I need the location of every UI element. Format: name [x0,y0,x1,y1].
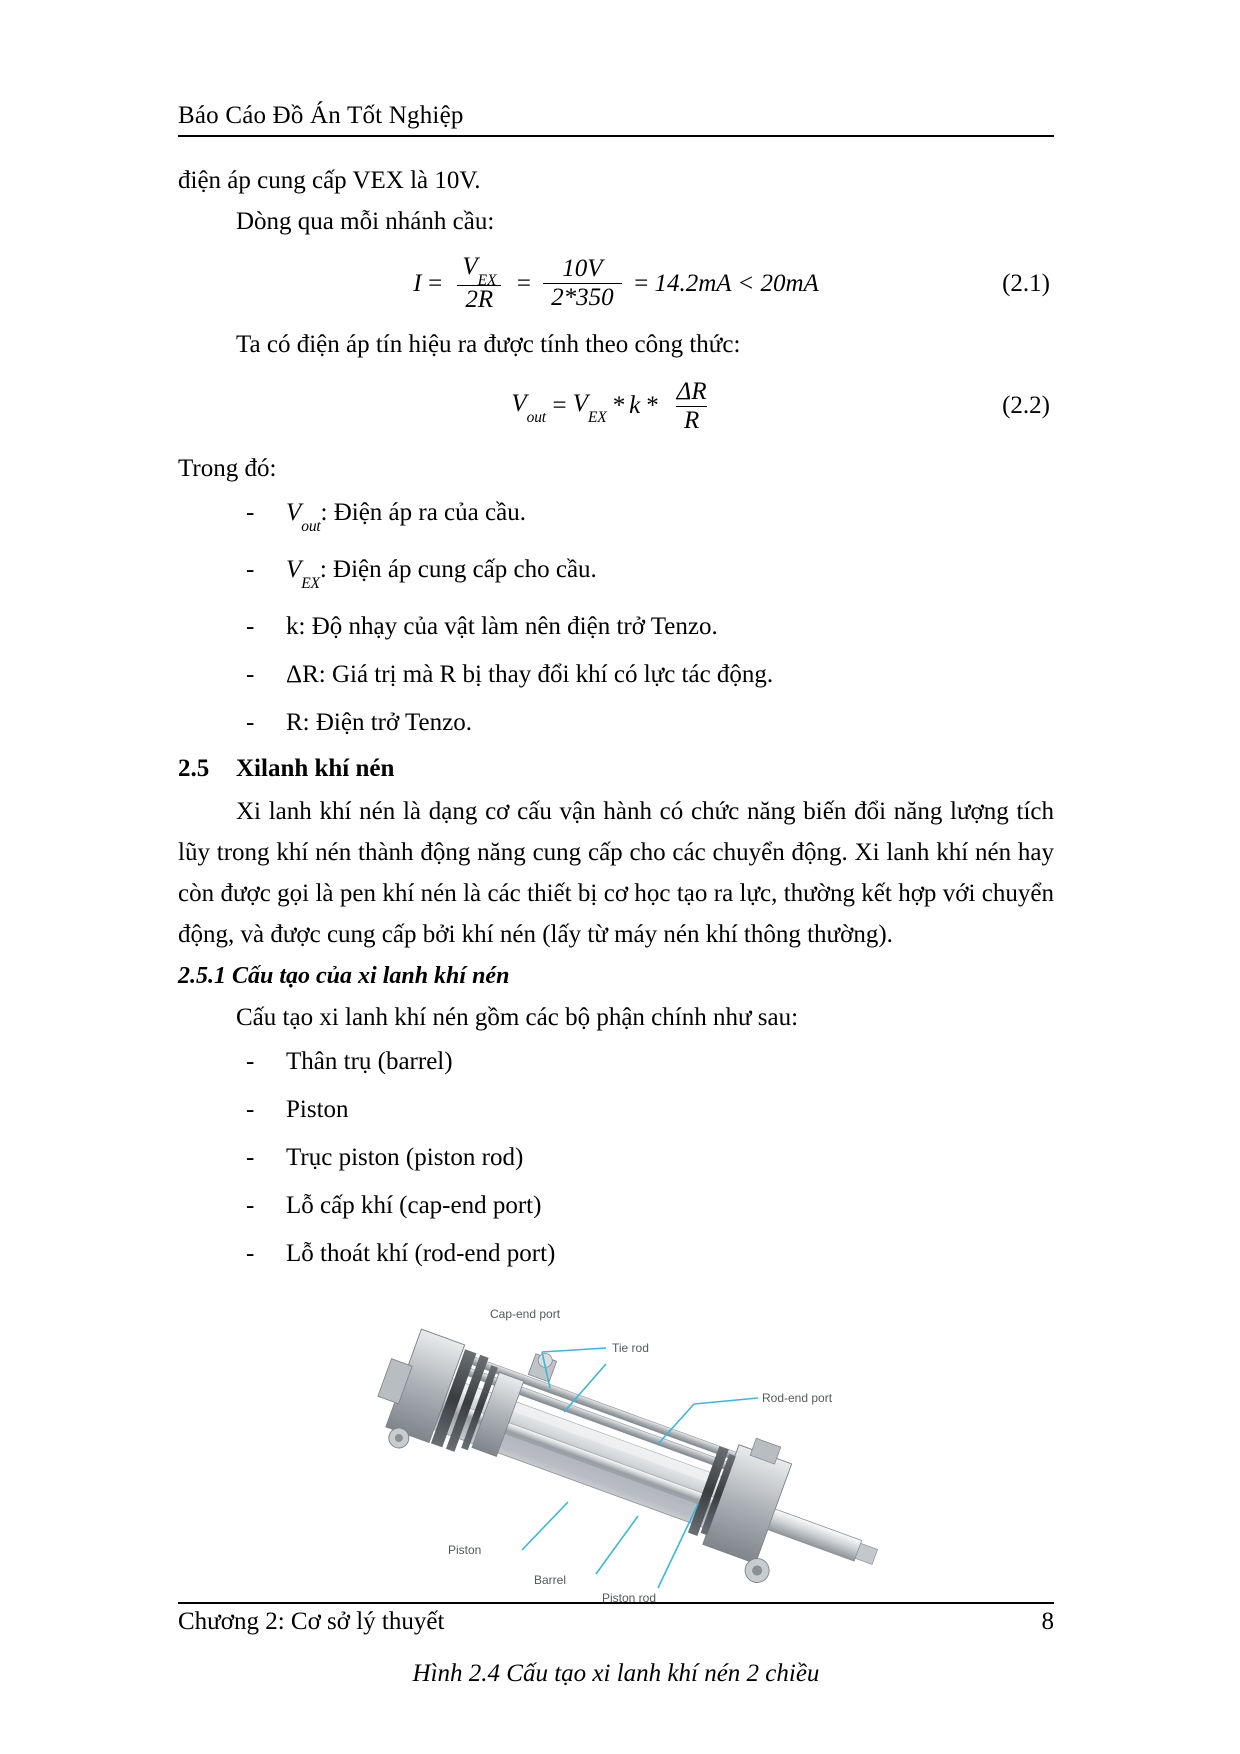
eq1-fraction-2 [543,256,622,312]
running-header [178,100,1054,137]
footer-divider [178,1602,1054,1604]
eq2-t1-symbol: V [572,390,589,418]
list-dash: - [246,661,255,689]
equation-2-1-expression [413,254,819,314]
page-content [178,0,1054,1754]
eq1-result: 14.2mA < 20mA [654,269,819,297]
list-dash: - [246,1048,255,1076]
list-dash: - [246,613,255,641]
eq1-f1-num-symbol: V [462,253,478,280]
list-item [178,1038,1054,1086]
list-dash: - [246,1096,255,1124]
label-tie-rod: Tie rod [612,1341,649,1356]
list-item [178,1134,1054,1182]
eq1-fraction-2-numerator: 10V [562,255,603,282]
equation-2-1-number: (2.1) [1002,269,1050,297]
heading-section-2-5-1: 2.5.1 Cấu tạo của xi lanh khí nén [178,963,510,990]
list-item [178,651,1054,699]
eq2-lhs [511,390,546,427]
heading-number: 2.5 [178,755,210,783]
eq1-equals-3: = [632,269,650,297]
list-dash: - [246,1240,255,1268]
running-header-title: Báo Cáo Đồ Án Tốt Nghiệp [178,102,464,129]
part-label: Trục piston (piston rod) [286,1144,524,1172]
eq1-f1-num-subscript: EX [477,272,497,290]
footer-page-number: 8 [1041,1608,1054,1635]
footer-chapter: Chương 2: Cơ sở lý thuyết [178,1608,445,1635]
pneumatic-cylinder-diagram [306,1292,926,1642]
label-rod-end-port: Rod-end port [762,1391,833,1406]
body-area [178,160,1054,1688]
definition-symbol: V [286,499,302,527]
label-piston-rod: Piston rod [602,1591,657,1606]
list-item [178,1230,1054,1278]
eq2-equals: = [550,392,568,420]
paragraph-section-2-5-1-intro: Cấu tạo xi lanh khí nén gồm các bộ phận chính như sau: [236,1004,799,1032]
page-footer [178,1599,1054,1636]
list-dash: - [246,709,255,737]
header-divider [178,135,1054,137]
part-label: Piston [286,1096,349,1124]
eq2-operator-2: * [645,392,658,420]
figure-caption: Hình 2.4 Cấu tạo xi lanh khí nén 2 chiều [412,1660,820,1688]
eq2-t1-subscript: EX [588,409,607,427]
cylinder-parts-list [178,1038,1054,1278]
cylinder-illustration-svg [306,1292,926,1642]
eq1-equals-2: = [515,269,533,297]
paragraph-where: Trong đó: [178,455,277,483]
definition-text: ΔR: Giá trị mà R bị thay đổi khí có lực tác động. [286,661,774,689]
paragraph-branch-current: Dòng qua mỗi nhánh cầu: [236,208,495,235]
list-item [178,699,1054,747]
eq1-fraction-1 [454,254,504,314]
list-item [178,1182,1054,1230]
definition-symbol: V [286,556,302,584]
eq2-fraction-denominator: R [676,406,707,434]
eq2-fraction [669,379,715,435]
eq1-fraction-1-denominator: 2R [457,285,501,313]
list-item [178,603,1054,651]
eq2-term-1 [572,390,607,427]
list-item [178,546,1054,603]
label-cap-end-port: Cap-end port [490,1307,561,1322]
list-dash: - [246,556,255,584]
variable-definition-list [178,489,1054,747]
equation-2-1 [178,254,1054,314]
list-dash: - [246,1144,255,1172]
definition-text: : Điện áp cung cấp cho cầu. [319,556,597,584]
heading-section-2-5 [178,747,1054,791]
definition-text: k: Độ nhạy của vật làm nên điện trở Tenzo. [286,613,718,641]
list-dash: - [246,499,255,527]
part-label: Thân trụ (barrel) [286,1048,453,1076]
paragraph-section-2-5: Xi lanh khí nén là dạng cơ cấu vận hành có chức năng biến đổi năng lượng tích lũy trong khí nén thành động năng cung cấp cho các chuyển động. Xi lanh khí nén hay còn được gọi là pen khí nén là các thiết bị cơ học tạo ra lực, thường kết hợp với chuyển động, và được cung cấp bởi khí nén (lấy từ máy nén khí thông thường). [178,798,1054,949]
label-piston: Piston [448,1543,482,1558]
heading-title: Xilanh khí nén [236,755,395,783]
list-dash: - [246,1192,255,1220]
equation-2-2 [178,379,1054,435]
equation-2-2-number: (2.2) [1002,392,1050,420]
label-barrel: Barrel [534,1573,567,1588]
eq2-fraction-numerator: ΔR [676,377,707,405]
definition-text: R: Điện trở Tenzo. [286,709,472,737]
eq1-fraction-1-numerator [454,253,504,290]
definition-subscript: EX [301,575,320,593]
eq2-lhs-symbol: V [511,390,527,418]
part-label: Lỗ cấp khí (cap-end port) [286,1192,542,1220]
eq2-operator-1: * [611,392,625,420]
eq1-lhs: I [413,269,422,297]
paragraph-supply-voltage: điện áp cung cấp VEX là 10V. [178,167,481,194]
eq1-fraction-2-denominator: 2*350 [543,283,622,311]
eq1-equals: = [426,269,444,297]
paragraph-formula-intro: Ta có điện áp tín hiệu ra được tính theo công thức: [236,330,741,358]
eq2-term-2: k [629,392,641,420]
definition-text: : Điện áp ra của cầu. [320,499,526,527]
list-item [178,1086,1054,1134]
definition-subscript: out [301,518,321,536]
equation-2-2-expression [511,379,720,435]
part-label: Lỗ thoát khí (rod-end port) [286,1240,556,1268]
list-item [178,489,1054,546]
eq2-lhs-subscript: out [526,409,546,427]
